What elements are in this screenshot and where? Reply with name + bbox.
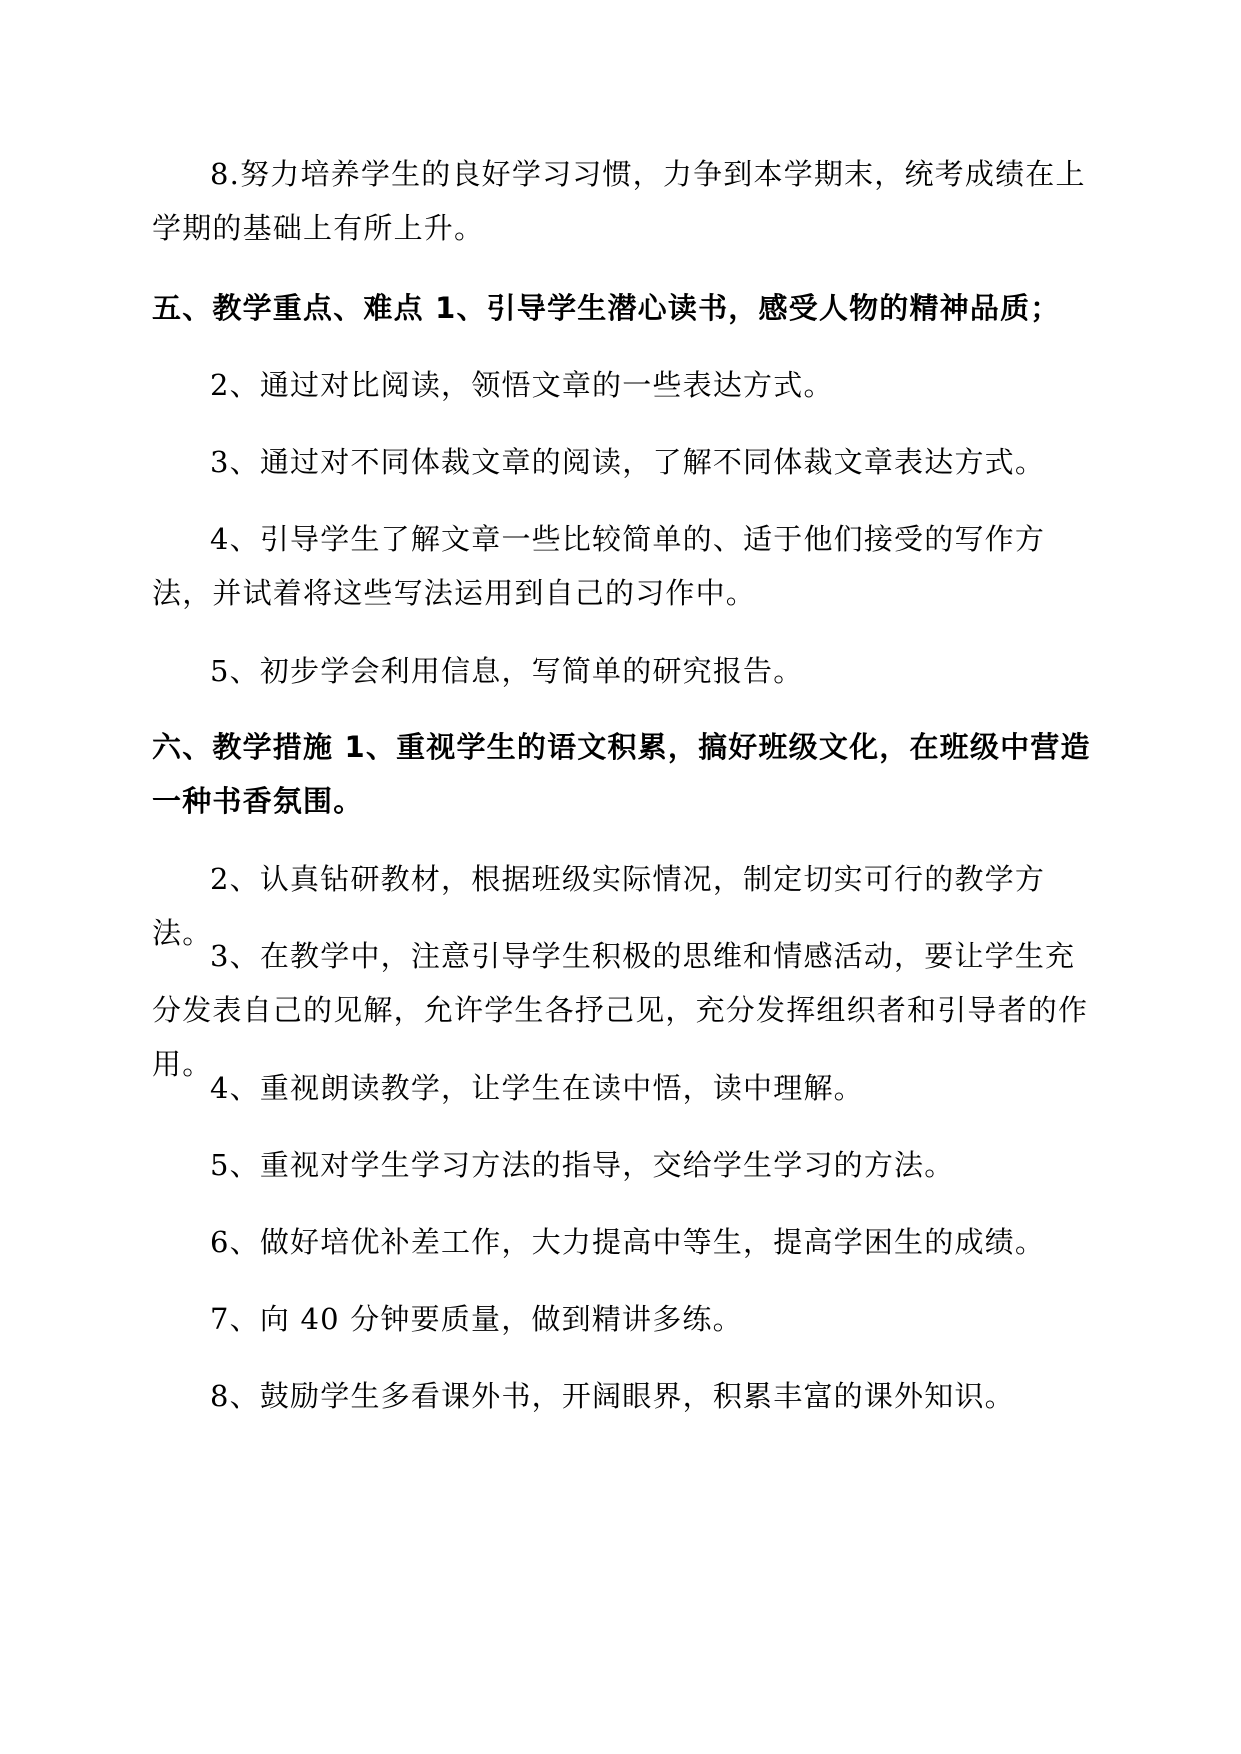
list-item-focus-4: 4、引导学生了解文章一些比较简单的、适于他们接受的写作方法，并试着将这些写法运用到自己的习作中。	[152, 522, 1046, 610]
list-item-measure-6: 6、做好培优补差工作，大力提高中等生，提高学困生的成绩。	[210, 1225, 1046, 1259]
section-heading-teaching-focus: 五、教学重点、难点 1、引导学生潜心读书，感受人物的精神品质；	[152, 291, 1061, 325]
list-item-focus-2: 2、通过对比阅读，领悟文章的一些表达方式。	[210, 368, 834, 402]
list-item-measure-5: 5、重视对学生学习方法的指导，交给学生学习的方法。	[210, 1148, 955, 1182]
list-item-measure-4: 4、重视朗读教学，让学生在读中悟，读中理解。	[210, 1071, 864, 1105]
paragraph-study-habits: 8.努力培养学生的良好学习习惯，力争到本学期末，统考成绩在上学期的基础上有所上升。	[152, 157, 1086, 245]
list-item-focus-3: 3、通过对不同体裁文章的阅读，了解不同体裁文章表达方式。	[210, 445, 1046, 479]
section-heading-teaching-measures: 六、教学措施 1、重视学生的语文积累，搞好班级文化，在班级中营造一种书香氛围。	[152, 730, 1091, 818]
list-item-measure-3: 3、在教学中，注意引导学生积极的思维和情感活动，要让学生充分发表自己的见解，允许学生各抒己见，充分发挥组织者和引导者的作用。	[152, 939, 1089, 1081]
list-item-measure-7: 7、向 40 分钟要质量，做到精讲多练。	[210, 1302, 743, 1336]
list-item-measure-8: 8、鼓励学生多看课外书，开阔眼界，积累丰富的课外知识。	[210, 1379, 1015, 1413]
list-item-measure-2: 2、认真钻研教材，根据班级实际情况，制定切实可行的教学方法。	[152, 862, 1046, 950]
list-item-focus-5: 5、初步学会利用信息，写简单的研究报告。	[210, 654, 804, 688]
